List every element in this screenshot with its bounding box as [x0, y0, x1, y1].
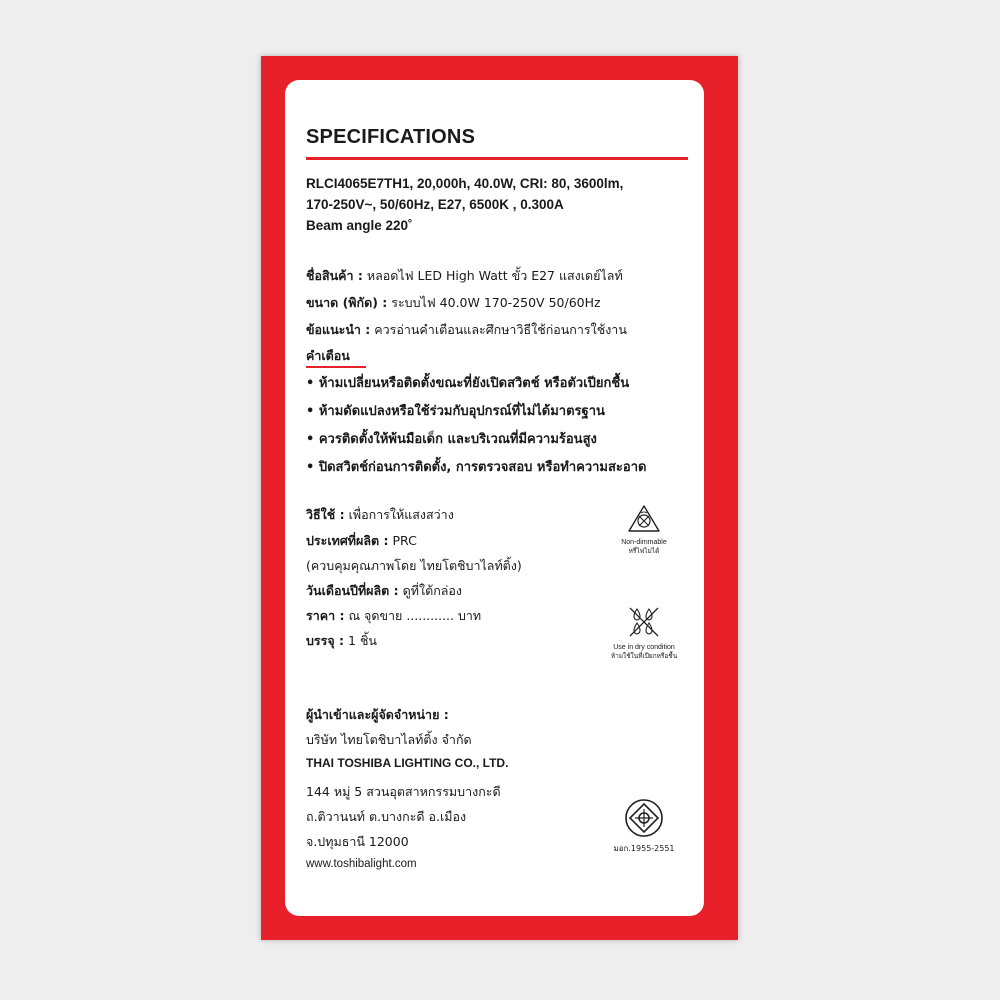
spec-line: RLCI4065E7TH1, 20,000h, 40.0W, CRI: 80, 3600lm,: [306, 176, 624, 191]
info-label: วิธีใช้ :: [306, 507, 345, 522]
info-value: หลอดไฟ LED High Watt ขั้ว E27 แสงเดย์ไลท์: [362, 268, 623, 283]
warning-item: • ควรติดตั้งให้พ้นมือเด็ก และบริเวณที่มีความร้อนสูง: [306, 432, 597, 447]
tis-label: มอก.1955-2551: [613, 844, 675, 853]
address-line: จ.ปทุมธานี 12000: [306, 834, 409, 849]
info-label: บรรจุ :: [306, 633, 345, 648]
non-dimmable-icon: [627, 504, 661, 534]
info-value: ณ จุดขาย ............ บาท: [344, 608, 482, 623]
info-value: ดูที่ใต้กล่อง: [398, 583, 463, 598]
website: www.toshibalight.com: [306, 858, 417, 870]
advice-row: [306, 320, 627, 340]
package-row: [306, 631, 377, 651]
product-name-row: [306, 266, 623, 286]
mfg-date-row: [306, 581, 462, 601]
dry-condition-label: Use in dry condition: [613, 644, 675, 651]
warning-item: • ห้ามเปลี่ยนหรือติดตั้งขณะที่ยังเปิดสวิตช์ หรือตัวเปียกชื้น: [306, 376, 630, 391]
info-label: ข้อแนะนำ :: [306, 322, 371, 337]
importer-title: [306, 705, 449, 725]
warning-title: คำเตือน: [306, 348, 350, 363]
warning-item: • ปิดสวิตช์ก่อนการติดตั้ง, การตรวจสอบ หรือทำความสะอาด: [306, 460, 647, 475]
non-dimmable-label: Non-dimmable: [621, 539, 667, 546]
price-row: [306, 606, 481, 626]
spec-card: [285, 80, 704, 916]
package-panel: [261, 56, 738, 940]
tis-standard-icon: [624, 798, 664, 838]
address-line: ถ.ติวานนท์ ต.บางกะดี อ.เมือง: [306, 809, 467, 824]
dry-condition-icon: [627, 605, 661, 639]
warning-underline: [306, 366, 366, 368]
spec-line: 170-250V~, 50/60Hz, E27, 6500K , 0.300A: [306, 197, 564, 212]
title-underline: [306, 157, 688, 160]
non-dimmable-label-th: หรี่ไฟไม่ได้: [628, 547, 660, 555]
rating-row: [306, 293, 601, 313]
info-value: ระบบไฟ 40.0W 170-250V 50/60Hz: [387, 295, 601, 310]
info-value: 1 ชิ้น: [344, 633, 377, 648]
spec-line: Beam angle 220˚: [306, 218, 413, 233]
quality-note: (ควบคุมคุณภาพโดย ไทยโตชิบาไลท์ติ้ง): [306, 558, 522, 573]
usage-row: [306, 505, 454, 525]
info-value: ควรอ่านคำเตือนและศึกษาวิธีใช้ก่อนการใช้งาน: [370, 322, 627, 337]
warning-item: • ห้ามดัดแปลงหรือใช้ร่วมกับอุปกรณ์ที่ไม่ได้มาตรฐาน: [306, 404, 605, 419]
info-label: วันเดือนปีที่ผลิต :: [306, 583, 399, 598]
company-thai: บริษัท ไทยโตชิบาไลท์ติ้ง จำกัด: [306, 732, 472, 747]
info-label: ประเทศที่ผลิต :: [306, 533, 389, 548]
info-label: ราคา :: [306, 608, 345, 623]
info-value: เพื่อการให้แสงสว่าง: [344, 507, 454, 522]
info-label: ชื่อสินค้า :: [306, 268, 363, 283]
info-value: PRC: [388, 533, 417, 548]
address-line: 144 หมู่ 5 สวนอุตสาหกรรมบางกะดี: [306, 784, 501, 799]
page-title: SPECIFICATIONS: [306, 126, 476, 148]
tis-block: [599, 798, 689, 853]
importer-label: ผู้นำเข้าและผู้จัดจำหน่าย :: [306, 707, 449, 722]
info-label: ขนาด (พิกัด) :: [306, 295, 388, 310]
company-english: THAI TOSHIBA LIGHTING CO., LTD.: [306, 756, 509, 770]
dry-condition-label-th: ห้ามใช้ในที่เปียกหรือชื้น: [610, 652, 678, 660]
non-dimmable-block: [599, 504, 689, 556]
dry-condition-block: [599, 605, 689, 661]
country-row: [306, 531, 417, 551]
